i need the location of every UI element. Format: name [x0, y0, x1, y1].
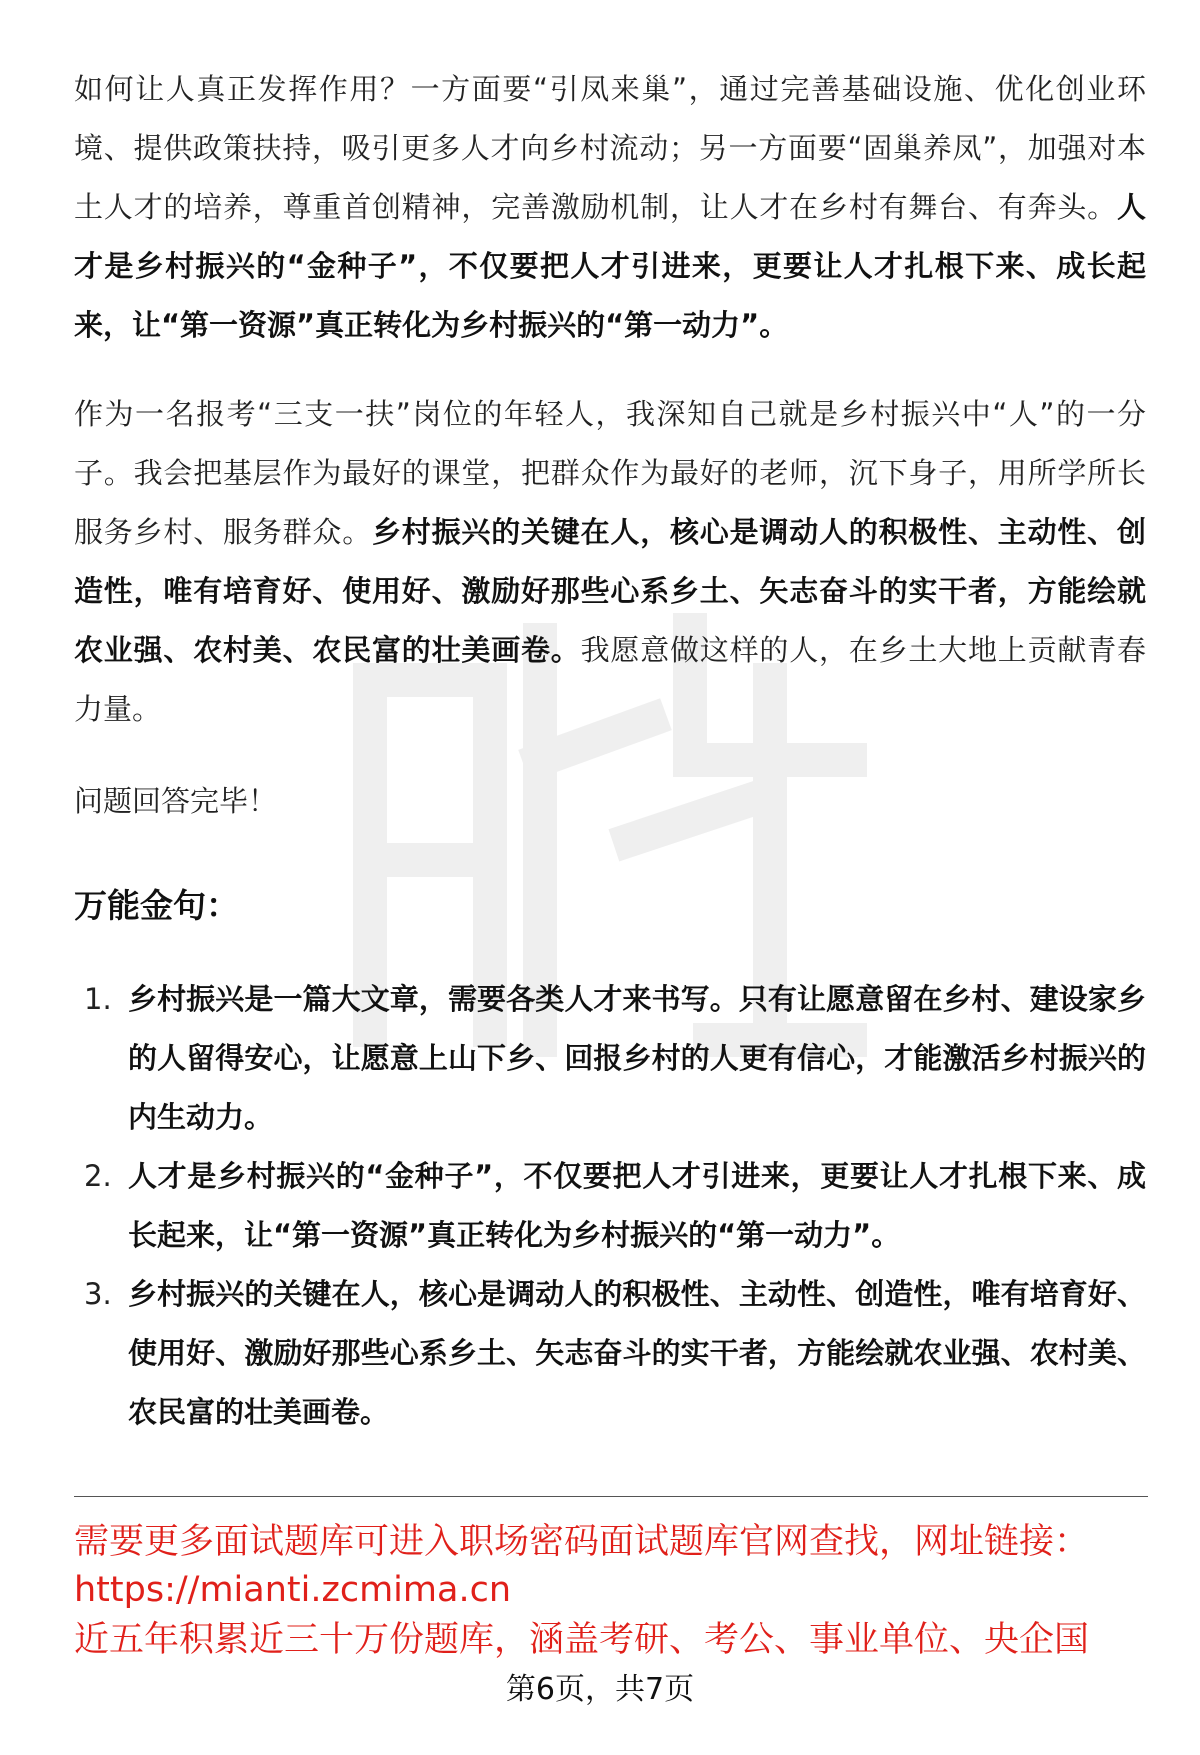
paragraph-emphasis: 乡村振兴的关键在人，核心是调动人的积极性、主动性、创造性，唯有培育好、使用好、激励好那些心系乡土、矢志奋斗的实干者，方能绘就农业强、农村美、农民富的壮美画卷。 [74, 515, 1146, 667]
paragraph-text: 如何让人真正发挥作用？一方面要“引凤来巢”，通过完善基础设施、优化创业环境、提供政策扶持，吸引更多人才向乡村流动；另一方面要“固巢养凤”，加强对本土人才的培养，尊重首创精神，完善激励机制，让人才在乡村有舞台、有奔头。 [74, 72, 1146, 224]
promo-line: 需要更多面试题库可进入职场密码面试题库官网查找，网址链接： [74, 1522, 1090, 1562]
paragraph-personal-commitment [74, 385, 1146, 739]
page-number: 第6页，共7页 [505, 1672, 695, 1707]
paragraph-text: 问题回答完毕！ [74, 784, 278, 818]
list-item-text: 人才是乡村振兴的“金种子”，不仅要把人才引进来，更要让人才扎根下来、成长起来，让“第一资源”真正转化为乡村振兴的“第一动力”。 [128, 1159, 1146, 1252]
paragraph-emphasis: 人才是乡村振兴的“金种子”，不仅要把人才引进来，更要让人才扎根下来、成长起来，让“第一资源”真正转化为乡村振兴的“第一动力”。 [74, 190, 1146, 342]
divider [74, 1496, 1148, 1497]
paragraph-closing [74, 772, 1146, 831]
list-item-text: 乡村振兴是一篇大文章，需要各类人才来书写。只有让愿意留在乡村、建设家乡的人留得安心，让愿意上山下乡、回报乡村的人更有信心，才能激活乡村振兴的内生动力。 [128, 982, 1146, 1134]
list-item [74, 970, 1146, 1147]
list-number: 2. [84, 1159, 112, 1193]
list-number: 1. [84, 982, 112, 1016]
list-item [74, 1147, 1146, 1265]
list-item [74, 1265, 1146, 1442]
section-title: 万能金句： [74, 886, 239, 925]
promo-line: 近五年积累近三十万份题库，涵盖考研、考公、事业单位、央企国 [74, 1620, 1090, 1660]
paragraph-talent-role [74, 60, 1146, 355]
paragraph-text-tail: 我愿意做这样的人，在乡土大地上贡献青春力量。 [74, 633, 1146, 726]
list-number: 3. [84, 1277, 112, 1311]
paragraph-text: 作为一名报考“三支一扶”岗位的年轻人，我深知自己就是乡村振兴中“人”的一分子。我会把基层作为最好的课堂，把群众作为最好的老师，沉下身子，用所学所长服务乡村、服务群众。 [74, 397, 1146, 549]
promo-url-link[interactable]: https://mianti.zcmima.cn [74, 1570, 512, 1610]
golden-sentence-list [74, 970, 1146, 1442]
list-item-text: 乡村振兴的关键在人，核心是调动人的积极性、主动性、创造性，唯有培育好、使用好、激励好那些心系乡土、矢志奋斗的实干者，方能绘就农业强、农村美、农民富的壮美画卷。 [128, 1277, 1146, 1429]
